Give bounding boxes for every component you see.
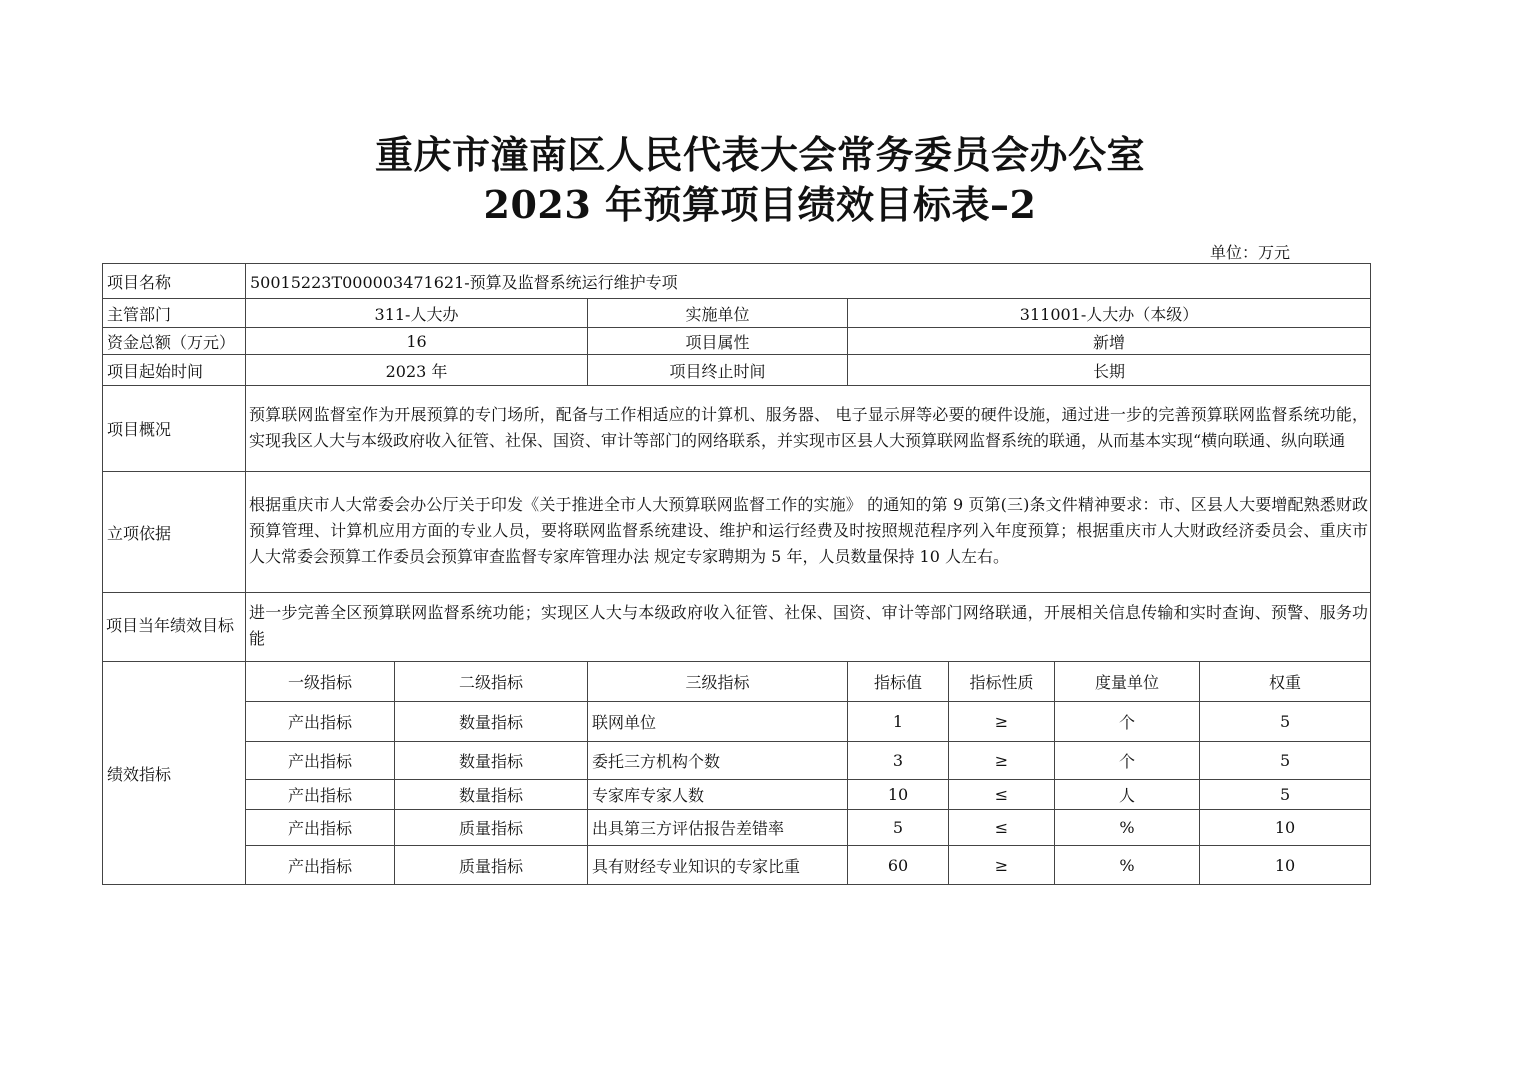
row-department (103, 299, 1371, 328)
basis-text: 根据重庆市人大常委会办公厅关于印发《关于推进全市人大预算联网监督工作的实施》 的通知的第 9 页第(三)条文件精神要求：市、区县人大要增配熟悉财政预算管理、计算机应用方面的专业人员，要将联网监督系统建设、维护和运行经费及时按照规范程序列入年度预算；根据重庆市人大财政经济委员会、重庆市人大常委会预算工作委员会预算审查监督专家库管理办法 规定专家聘期为 5 年，人员数量保持 10 人左右。 (246, 472, 1371, 593)
cell-level3: 出具第三方评估报告差错率 (588, 810, 848, 846)
start-value: 2023 年 (246, 355, 588, 386)
indicators-label: 绩效指标 (103, 662, 246, 885)
impl-label: 实施单位 (588, 299, 848, 328)
cell-unit: 人 (1055, 780, 1200, 810)
cell-level1: 产出指标 (246, 846, 395, 885)
dept-value: 311-人大办 (246, 299, 588, 328)
cell-value: 10 (848, 780, 949, 810)
cell-weight: 5 (1200, 780, 1371, 810)
basis-label: 立项依据 (103, 472, 246, 593)
cell-weight: 5 (1200, 742, 1371, 780)
cell-nature: ≥ (949, 846, 1055, 885)
project-name-value: 50015223T000003471621-预算及监督系统运行维护专项 (246, 264, 1371, 299)
budget-table-wrapper (102, 263, 1370, 885)
goal-label: 项目当年绩效目标 (103, 593, 246, 662)
cell-unit: % (1055, 810, 1200, 846)
row-goal (103, 593, 1371, 662)
cell-unit: 个 (1055, 742, 1200, 780)
header-level2: 二级指标 (395, 662, 588, 702)
row-fund (103, 328, 1371, 355)
budget-table (102, 263, 1371, 885)
attr-label: 项目属性 (588, 328, 848, 355)
cell-level1: 产出指标 (246, 780, 395, 810)
dept-label: 主管部门 (103, 299, 246, 328)
cell-weight: 10 (1200, 810, 1371, 846)
impl-value: 311001-人大办（本级） (848, 299, 1371, 328)
cell-level2: 数量指标 (395, 702, 588, 742)
indicator-header-row (103, 662, 1371, 702)
cell-nature: ≤ (949, 810, 1055, 846)
project-name-label: 项目名称 (103, 264, 246, 299)
attr-value: 新增 (848, 328, 1371, 355)
row-time (103, 355, 1371, 386)
cell-nature: ≤ (949, 780, 1055, 810)
cell-weight: 5 (1200, 702, 1371, 742)
cell-weight: 10 (1200, 846, 1371, 885)
row-basis (103, 472, 1371, 593)
cell-level2: 数量指标 (395, 742, 588, 780)
cell-level1: 产出指标 (246, 810, 395, 846)
cell-level1: 产出指标 (246, 742, 395, 780)
cell-level3: 委托三方机构个数 (588, 742, 848, 780)
header-value: 指标值 (848, 662, 949, 702)
table-row (103, 742, 1371, 780)
overview-text: 预算联网监督室作为开展预算的专门场所，配备与工作相适应的计算机、服务器、 电子显示屏等必要的硬件设施，通过进一步的完善预算联网监督系统功能，实现我区人大与本级政府收入征管、社保、国资、审计等部门的网络联系，并实现市区县人大预算联网监督系统的联通，从而基本实现“横向联通、纵向联通 (246, 386, 1371, 472)
row-project-name (103, 264, 1371, 299)
table-row (103, 780, 1371, 810)
cell-nature: ≥ (949, 742, 1055, 780)
unit-label: 单位：万元 (1210, 243, 1291, 262)
cell-level3: 联网单位 (588, 702, 848, 742)
header-level3: 三级指标 (588, 662, 848, 702)
cell-unit: 个 (1055, 702, 1200, 742)
cell-level3: 具有财经专业知识的专家比重 (588, 846, 848, 885)
header-level1: 一级指标 (246, 662, 395, 702)
cell-level2: 质量指标 (395, 810, 588, 846)
fund-label: 资金总额（万元） (103, 328, 246, 355)
page-title-line-1: 重庆市潼南区人民代表大会常务委员会办公室 (374, 132, 1145, 177)
cell-level2: 质量指标 (395, 846, 588, 885)
cell-level3: 专家库专家人数 (588, 780, 848, 810)
cell-value: 5 (848, 810, 949, 846)
row-overview (103, 386, 1371, 472)
table-row (103, 846, 1371, 885)
cell-unit: % (1055, 846, 1200, 885)
cell-level2: 数量指标 (395, 780, 588, 810)
end-label: 项目终止时间 (588, 355, 848, 386)
header-nature: 指标性质 (949, 662, 1055, 702)
cell-level1: 产出指标 (246, 702, 395, 742)
cell-value: 1 (848, 702, 949, 742)
start-label: 项目起始时间 (103, 355, 246, 386)
cell-nature: ≥ (949, 702, 1055, 742)
cell-value: 60 (848, 846, 949, 885)
header-weight: 权重 (1200, 662, 1371, 702)
header-unit: 度量单位 (1055, 662, 1200, 702)
fund-value: 16 (246, 328, 588, 355)
table-row (103, 702, 1371, 742)
overview-label: 项目概况 (103, 386, 246, 472)
page-title-line-2: 2023 年预算项目绩效目标表–2 (483, 182, 1037, 227)
end-value: 长期 (848, 355, 1371, 386)
cell-value: 3 (848, 742, 949, 780)
goal-text: 进一步完善全区预算联网监督系统功能；实现区人大与本级政府收入征管、社保、国资、审计等部门网络联通，开展相关信息传输和实时查询、预警、服务功能 (246, 593, 1371, 662)
table-row (103, 810, 1371, 846)
